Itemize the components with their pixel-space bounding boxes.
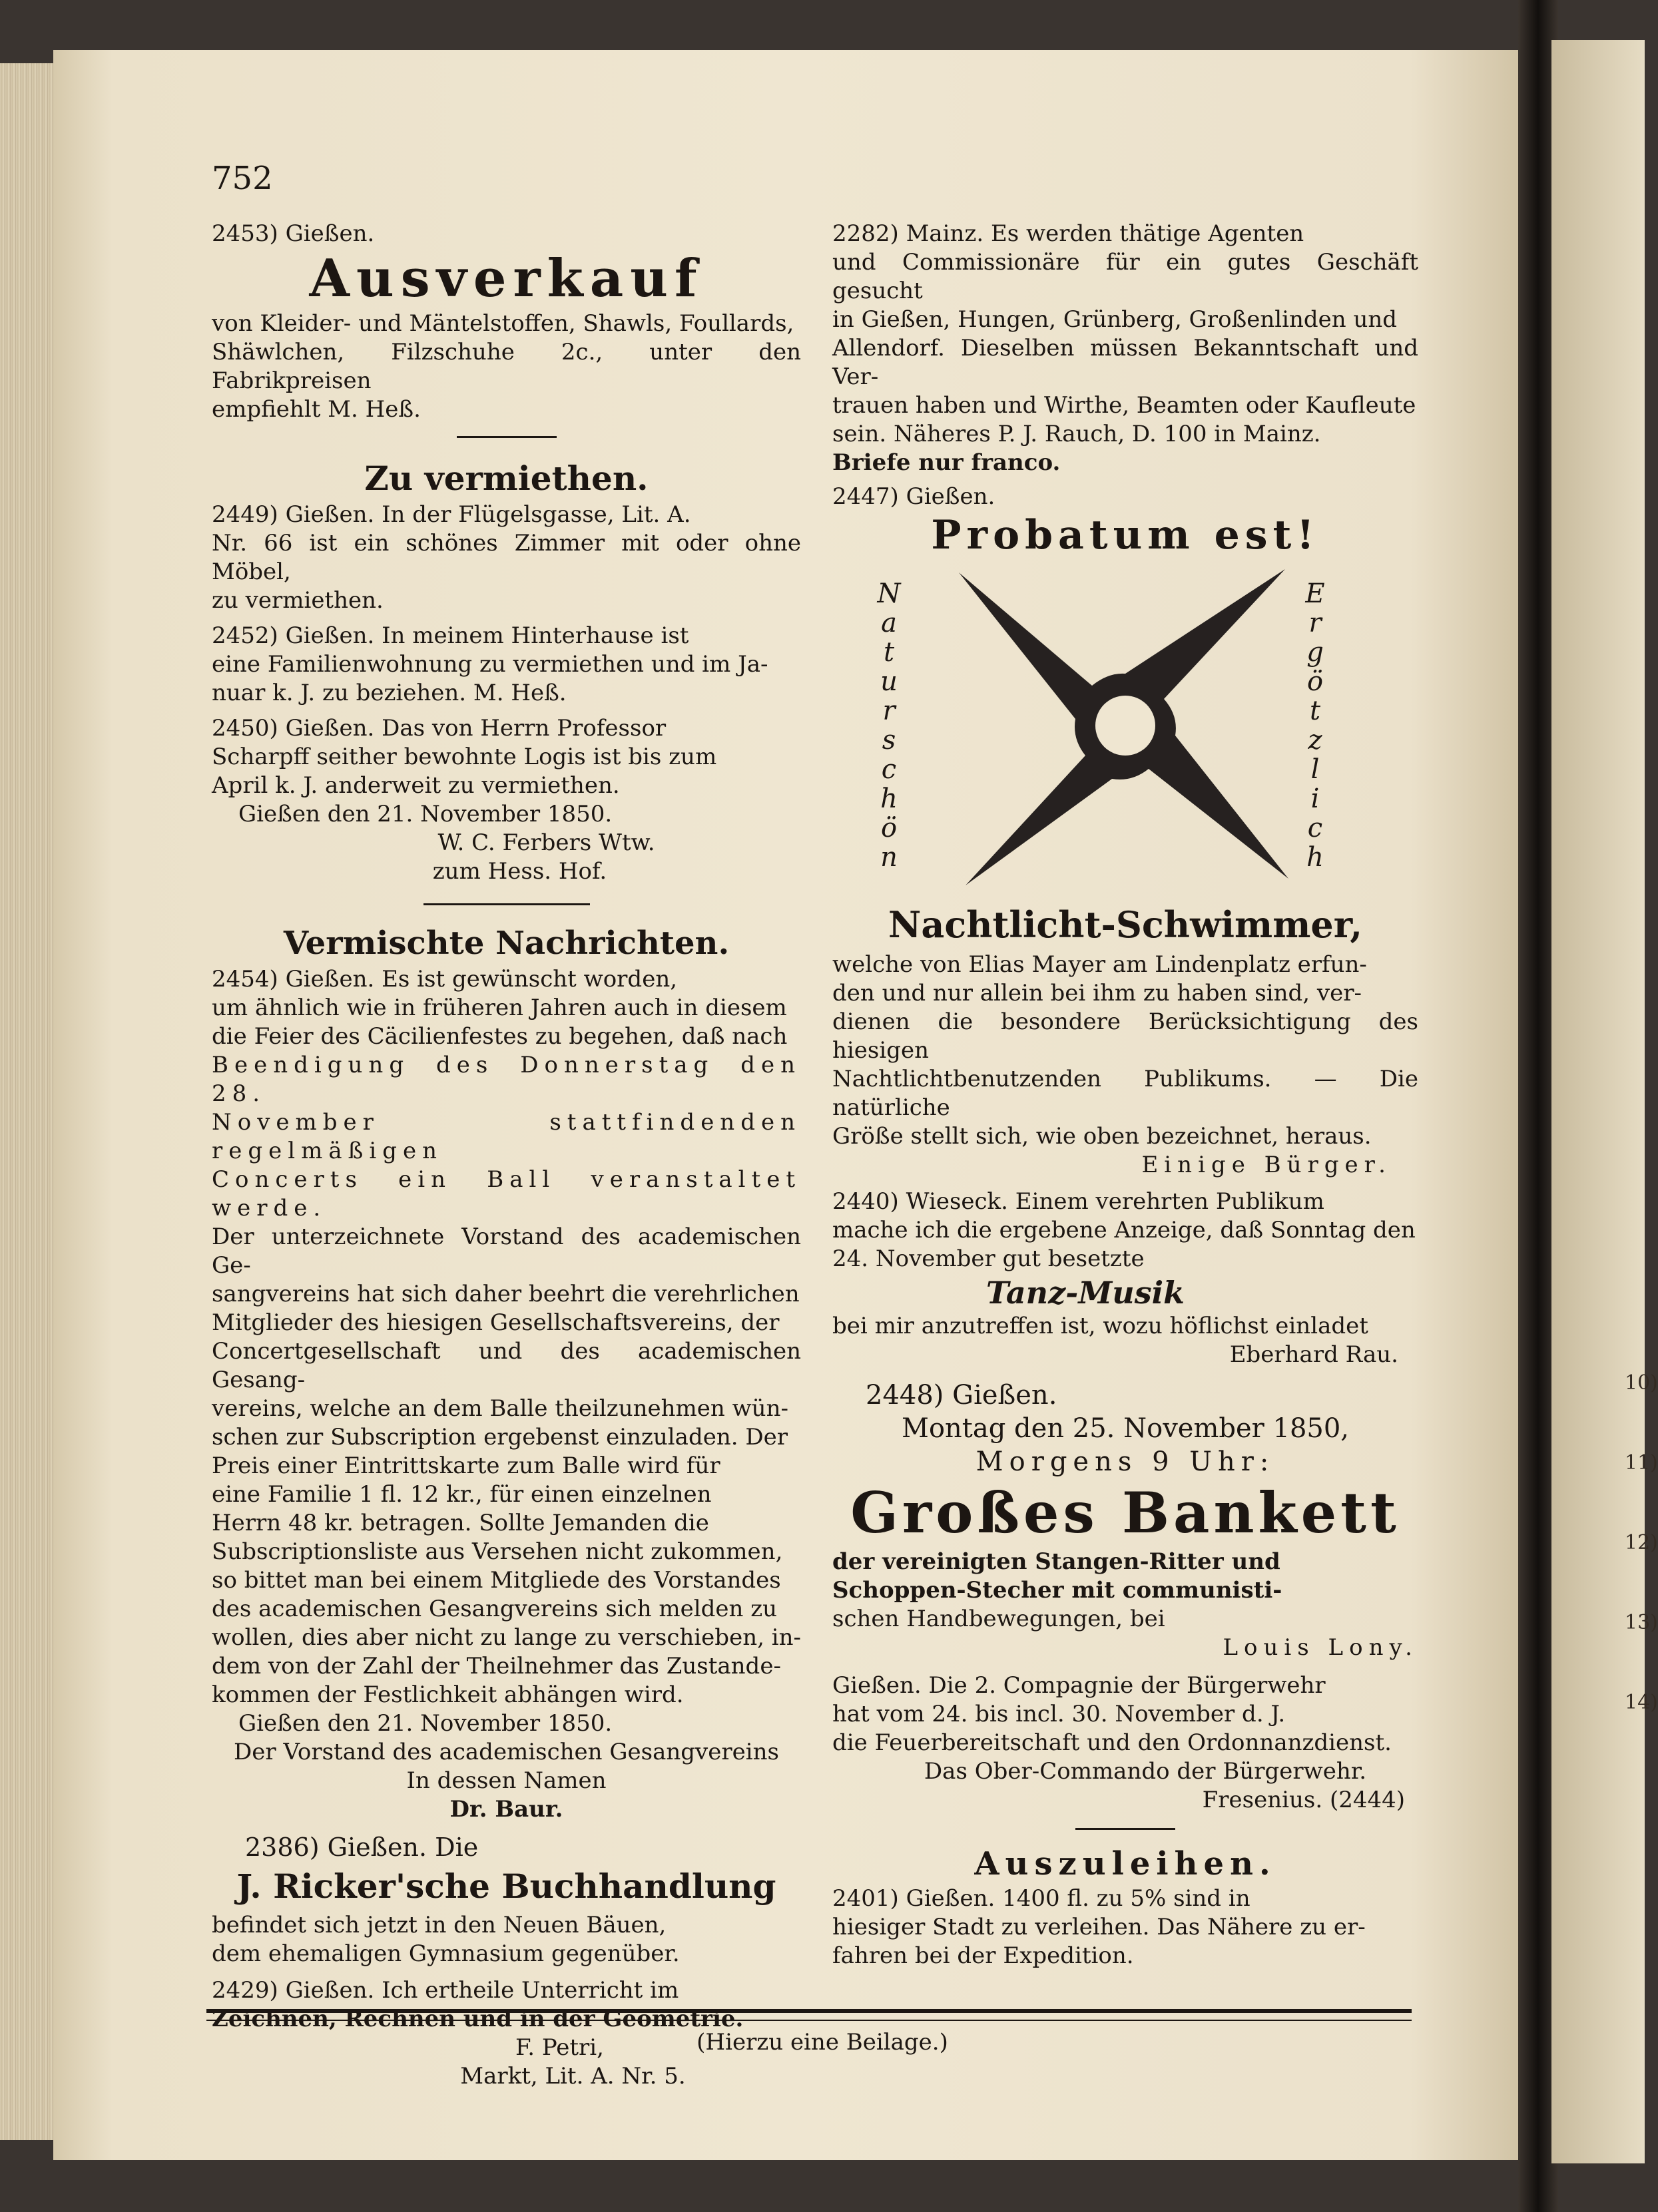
ad-2448-date: Montag den 25. November 1850,: [901, 1413, 1350, 1444]
ad-2429-signature: Markt, Lit. A. Nr. 5.: [460, 2063, 686, 2090]
ad-2454-line: so bittet man bei einem Mitgliede des Vorstandes: [212, 1567, 781, 1594]
ad-2450-signature: zum Hess. Hof.: [432, 858, 607, 885]
ad-2444-line: Gießen. Die 2. Compagnie der Bürgerwehr: [832, 1672, 1326, 1699]
ad-2447-signature: Einige Bürger.: [1141, 1152, 1392, 1178]
ad-2282-line: und Commissionäre für ein gutes Geschäft gesucht: [832, 249, 1418, 304]
ad-2386-head: 2386) Gießen. Die: [245, 1833, 479, 1862]
ad-2282-line: trauen haben und Wirthe, Beamten oder Kaufleute: [832, 392, 1416, 419]
ad-2454-date: Gießen den 21. November 1850.: [238, 1710, 613, 1737]
ad-2454-line: kommen der Festlichkeit abhängen wird.: [212, 1681, 684, 1708]
neighbor-number: 11): [1625, 1451, 1658, 1474]
ad-2449-line: Nr. 66 ist ein schönes Zimmer mit oder ohne Möbel,: [212, 530, 801, 585]
ad-2454-line: um ähnlich wie in früheren Jahren auch in diesem: [212, 995, 787, 1021]
ad-2454-line: Mitglieder des hiesigen Gesellschaftsvereins, der: [212, 1309, 780, 1336]
ad-2447-line: dienen die besondere Berücksichtigung des hiesigen: [832, 1008, 1418, 1064]
ad-2429-line: Zeichnen, Rechnen und in der Geometrie.: [212, 2006, 744, 2032]
ad-2282-line: Briefe nur franco.: [832, 449, 1061, 476]
ad-2440-line: 24. November gut besetzte: [832, 1245, 1145, 1272]
ad-2444-signature: Das Ober-Commando der Bürgerwehr.: [924, 1758, 1367, 1785]
ad-2282-line: Allendorf. Dieselben müssen Bekanntschaft und Ver-: [832, 335, 1418, 390]
ad-2454-line: Concertgesellschaft und des academischen Gesang-: [212, 1338, 801, 1393]
nightlight-float-star-icon: [952, 559, 1298, 892]
footer-note: (Hierzu eine Beilage.): [696, 2029, 948, 2056]
ad-2454-line: eine Familie 1 fl. 12 kr., für einen einzelnen: [212, 1481, 712, 1508]
section-heading-zu-vermiethen: Zu vermiethen.: [364, 459, 649, 498]
ad-2454-line: dem von der Zahl der Theilnehmer das Zustande-: [212, 1653, 781, 1679]
ad-2447-line: Größe stellt sich, wie oben bezeichnet, heraus.: [832, 1123, 1372, 1150]
ad-2454-line: Der unterzeichnete Vorstand des academischen Ge-: [212, 1223, 801, 1279]
ad-2447-product: Nachtlicht-Schwimmer,: [888, 903, 1363, 946]
ad-2447-head: 2447) Gießen.: [832, 483, 995, 510]
ad-2440-line: mache ich die ergebene Anzeige, daß Sonntag den: [832, 1217, 1416, 1243]
ad-2453-title: Ausverkauf: [309, 248, 704, 309]
ad-2448-signature: Louis Lony.: [1223, 1634, 1418, 1661]
ad-2450-line: 2450) Gießen. Das von Herrn Professor: [212, 715, 667, 742]
ad-2454-line: des academischen Gesangvereins sich melden zu: [212, 1596, 778, 1622]
section-heading-auszuleihen: Auszuleihen.: [974, 1845, 1276, 1882]
ad-2454-line: die Feier des Cäcilienfestes zu begehen, daß nach: [212, 1023, 788, 1050]
ad-2454-line: vereins, welche an dem Balle theilzunehmen wün-: [212, 1395, 788, 1422]
vertical-text-left-label: N a t u r s c h ö n: [877, 578, 901, 873]
neighbor-number: 10): [1625, 1371, 1658, 1395]
ad-2447-title: Probatum est!: [931, 512, 1320, 558]
ad-2386-line: dem ehemaligen Gymnasium gegenüber.: [212, 1940, 680, 1967]
ad-2454-line: Herrn 48 kr. betragen. Sollte Jemanden die: [212, 1510, 709, 1536]
ad-2386-title: J. Ricker'sche Buchhandlung: [236, 1867, 776, 1906]
ad-2452-line: 2452) Gießen. In meinem Hinterhause ist: [212, 622, 689, 649]
ad-2444-line: hat vom 24. bis incl. 30. November d. J.: [832, 1701, 1286, 1727]
ad-2454-signature: Der Vorstand des academischen Gesangvereins: [234, 1739, 779, 1765]
ad-2454-line: Concerts ein Ball veranstaltet werde.: [212, 1166, 801, 1221]
ad-2449-line: zu vermiethen.: [212, 587, 384, 614]
ad-2444-signature: Fresenius. (2444): [1202, 1787, 1405, 1813]
star-illustration-area: [832, 559, 1418, 899]
ad-2452-line: nuar k. J. zu beziehen. M. Heß.: [212, 680, 567, 706]
ad-2448-line: der vereinigten Stangen-Ritter und: [832, 1548, 1280, 1575]
ad-2440-line: 2440) Wieseck. Einem verehrten Publikum: [832, 1188, 1324, 1215]
vertical-text-right: [1298, 579, 1332, 872]
facing-page-edge: [1551, 40, 1645, 2163]
ad-2448-time: Morgens 9 Uhr:: [975, 1446, 1275, 1477]
ad-2386-line: befindet sich jetzt in den Neuen Bäuen,: [212, 1912, 667, 1938]
ad-2401-line: hiesiger Stadt zu verleihen. Das Nähere zu er-: [832, 1914, 1366, 1940]
ad-2454-line: schen zur Subscription ergebenst einzuladen. Der: [212, 1424, 788, 1450]
ad-2401-line: 2401) Gießen. 1400 fl. zu 5% sind in: [832, 1885, 1250, 1912]
neighbor-number: 13): [1625, 1611, 1658, 1634]
bottom-rule: [206, 2020, 1412, 2021]
divider: [457, 436, 557, 438]
divider: [1075, 1828, 1175, 1830]
ad-2454-line: 2454) Gießen. Es ist gewünscht worden,: [212, 966, 678, 993]
ad-2450-signature: W. C. Ferbers Wtw.: [437, 829, 655, 856]
section-heading-vermischte-nachrichten: Vermischte Nachrichten.: [283, 925, 730, 962]
ad-2282-line: 2282) Mainz. Es werden thätige Agenten: [832, 220, 1304, 247]
ad-2448-line: schen Handbewegungen, bei: [832, 1606, 1165, 1632]
ad-2444-line: die Feuerbereitschaft und den Ordonnanzdienst.: [832, 1729, 1392, 1756]
ad-2453-head: 2453) Gießen.: [212, 220, 375, 247]
ad-2450-line: Scharpff seither bewohnte Logis ist bis zum: [212, 744, 717, 770]
ad-2448-line: Schoppen-Stecher mit communisti-: [832, 1577, 1282, 1604]
ad-2453-line: empfiehlt M. Heß.: [212, 396, 421, 423]
ad-2401-line: fahren bei der Expedition.: [832, 1942, 1134, 1969]
neighbor-number: 14): [1625, 1691, 1658, 1714]
ad-2448-head: 2448) Gießen.: [866, 1380, 1057, 1411]
ad-2454-line: Beendigung des Donnerstag den 28.: [212, 1052, 801, 1107]
ad-2447-line: Nachtlichtbenutzenden Publikums. — Die natürliche: [832, 1066, 1418, 1121]
ad-2447-line: den und nur allein bei ihm zu haben sind, ver-: [832, 980, 1362, 1006]
page-number: 752: [212, 160, 273, 197]
ad-2453-line: von Kleider- und Mäntelstoffen, Shawls, Foullards,: [212, 310, 794, 337]
ad-2453-line: Shäwlchen, Filzschuhe 2c., unter den Fabrikpreisen: [212, 339, 801, 394]
ad-2454-line: Preis einer Eintrittskarte zum Balle wird für: [212, 1452, 720, 1479]
bottom-rule: [206, 2009, 1412, 2013]
ad-2429-line: 2429) Gießen. Ich ertheile Unterricht im: [212, 1977, 679, 2004]
ad-2449-line: 2449) Gießen. In der Flügelsgasse, Lit. A.: [212, 501, 691, 528]
left-column: [212, 220, 801, 2091]
ad-2450-date: Gießen den 21. November 1850.: [238, 801, 613, 827]
ad-2452-line: eine Familienwohnung zu vermiethen und im Ja-: [212, 651, 768, 678]
page-stack-edge: [0, 63, 59, 2140]
ad-2450-line: April k. J. anderweit zu vermiethen.: [212, 772, 620, 799]
ad-2454-line: wollen, dies aber nicht zu lange zu verschieben, in-: [212, 1624, 801, 1651]
ad-2448-title: Großes Bankett: [850, 1480, 1400, 1546]
ad-2454-line: November stattfindenden regelmäßigen: [212, 1109, 801, 1164]
right-column: [832, 220, 1418, 1970]
ad-2440-signature: Eberhard Rau.: [1229, 1341, 1398, 1368]
ad-2454-line: sangvereins hat sich daher beehrt die verehrlichen: [212, 1281, 800, 1307]
ad-2454-signature: In dessen Namen: [406, 1767, 607, 1794]
ad-2440-title: Tanz-Musik: [986, 1275, 1185, 1311]
ad-2282-line: in Gießen, Hungen, Grünberg, Großenlinden und: [832, 306, 1398, 333]
divider: [423, 903, 590, 905]
ad-2454-line: Subscriptionsliste aus Versehen nicht zukommen,: [212, 1538, 783, 1565]
vertical-text-left: [872, 579, 906, 872]
ad-2282-line: sein. Näheres P. J. Rauch, D. 100 in Mainz.: [832, 421, 1321, 447]
ad-2454-signature: Dr. Baur.: [449, 1796, 563, 1823]
ad-2447-line: welche von Elias Mayer am Lindenplatz erfun-: [832, 951, 1367, 978]
neighbor-number: 12): [1625, 1531, 1658, 1554]
ad-2429-signature: F. Petri,: [515, 2034, 604, 2061]
vertical-text-right-label: E r g ö t z l i c h: [1305, 578, 1325, 873]
ad-2440-line: bei mir anzutreffen ist, wozu höflichst einladet: [832, 1313, 1368, 1339]
